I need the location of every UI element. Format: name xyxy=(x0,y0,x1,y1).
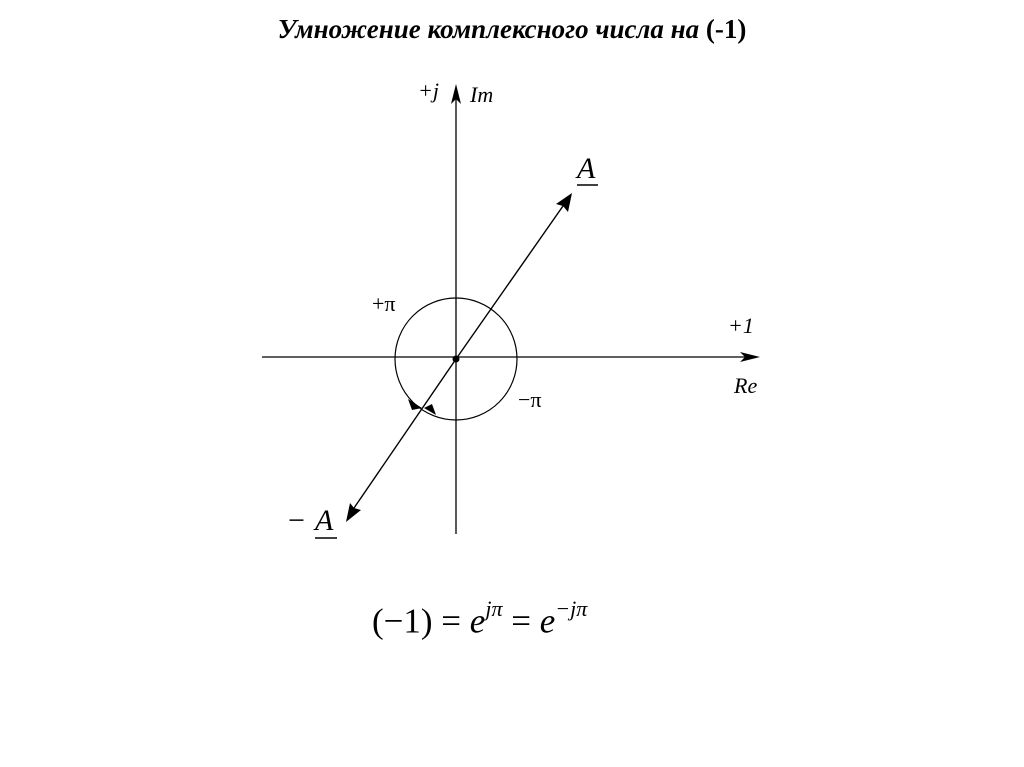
vector-a-arrowhead xyxy=(556,193,572,212)
vector-neg-a-arrowhead xyxy=(346,503,361,522)
im-axis-label: Im xyxy=(470,82,494,107)
formula-e1: e xyxy=(469,601,486,641)
formula-exp2: −jπ xyxy=(555,596,588,621)
re-axis-label: Re xyxy=(734,373,758,398)
formula xyxy=(372,596,588,642)
formula-e2: e xyxy=(539,601,556,641)
vector-neg-a-minus: − xyxy=(288,504,305,537)
rotation-arrow-ccw xyxy=(408,399,422,410)
vector-neg-a-label: A xyxy=(315,504,334,537)
im-plus-j-label: +j xyxy=(418,78,439,103)
re-plus-one-label: +1 xyxy=(728,313,754,338)
formula-mid: = xyxy=(502,601,540,641)
rotation-arrow-cw xyxy=(424,404,436,415)
plus-pi-label: +π xyxy=(372,291,396,316)
minus-pi-label: −π xyxy=(518,387,542,412)
formula-exp1: jπ xyxy=(485,596,503,621)
vector-a-label: A xyxy=(577,152,596,185)
origin-point xyxy=(453,356,460,363)
formula-lhs: (−1) = xyxy=(372,601,470,641)
vector-a xyxy=(456,206,563,359)
vector-neg-a xyxy=(354,359,456,508)
title-text: Умножение комплексного числа на xyxy=(277,14,700,44)
title-value: (-1) xyxy=(705,14,747,44)
